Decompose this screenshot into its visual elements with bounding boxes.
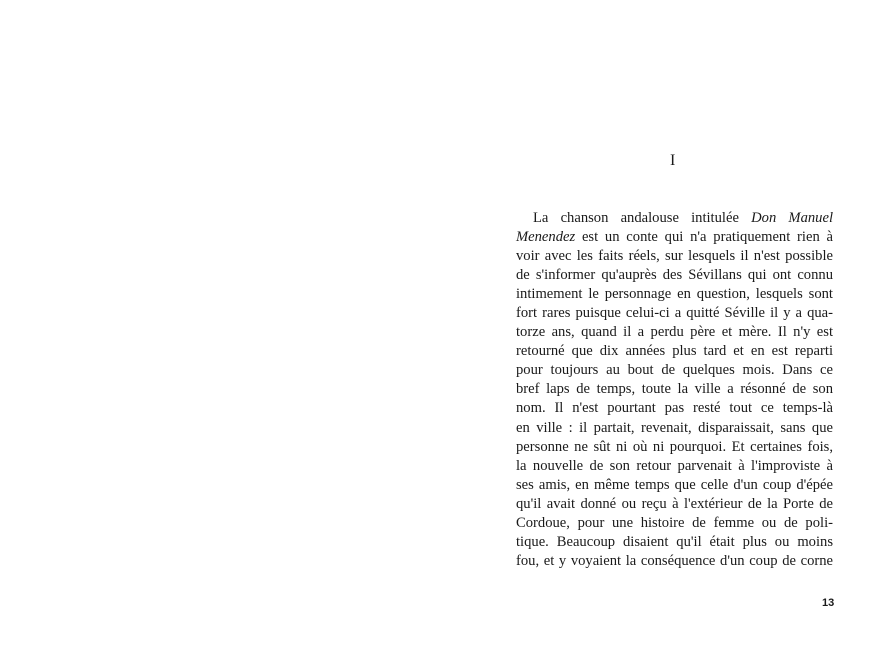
text-segment: voir avec les faits réels, sur lesquels il n'est possible — [516, 248, 833, 265]
right-page — [448, 0, 896, 651]
text-segment: en ville : il partait, revenait, disparaissait, sans que — [516, 419, 833, 436]
italic-text-segment: Menendez — [516, 229, 576, 246]
text-line — [516, 457, 833, 476]
text-segment: retourné que dix années plus tard et en est reparti — [516, 343, 833, 360]
text-line — [516, 342, 833, 361]
text-line — [516, 285, 833, 304]
text-line — [516, 266, 833, 285]
text-segment: fou, et y voyaient la conséquence d'un coup de corne — [516, 552, 833, 569]
text-segment: qu'il avait donné ou reçu à l'extérieur de la Porte de — [516, 495, 833, 512]
text-segment: la nouvelle de son retour parvenait à l'improviste à — [516, 457, 833, 474]
text-line — [516, 228, 833, 247]
text-segment: de s'informer qu'auprès des Sévillans qui ont connu — [516, 267, 833, 284]
text-segment: nom. Il n'est pourtant pas resté tout ce temps-là — [516, 400, 833, 417]
text-segment: tique. Beaucoup disaient qu'il était plus ou moins — [516, 533, 833, 550]
text-segment: intimement le personnage en question, lesquels sont — [516, 286, 833, 303]
text-line — [516, 438, 833, 457]
text-line — [516, 476, 833, 495]
text-segment: torze ans, quand il a perdu père et mère. Il n'y est — [516, 324, 833, 341]
text-line — [516, 323, 833, 342]
page-number: 13 — [822, 597, 835, 609]
text-line — [516, 399, 833, 418]
text-line — [516, 552, 833, 571]
text-segment: bref laps de temps, toute la ville a résonné de son — [516, 381, 833, 398]
text-line — [516, 533, 833, 552]
text-line — [516, 380, 833, 399]
text-line — [516, 419, 833, 438]
body-text — [516, 209, 833, 571]
text-line — [516, 304, 833, 323]
text-line — [516, 361, 833, 380]
text-segment: est un conte qui n'a pratiquement rien à — [575, 229, 833, 246]
text-segment: Cordoue, pour une histoire de femme ou de poli- — [516, 514, 833, 531]
text-segment: personne ne sût ni où ni pourquoi. Et certaines fois, — [516, 438, 833, 455]
text-segment: ses amis, en même temps que celle d'un coup d'épée — [516, 476, 833, 493]
text-line — [516, 209, 833, 228]
chapter-number: I — [670, 152, 676, 169]
text-line — [516, 495, 833, 514]
text-line — [516, 247, 833, 266]
text-segment: fort rares puisque celui-ci a quitté Séville il y a qua- — [516, 305, 833, 322]
text-segment: pour toujours au bout de quelques mois. Dans ce — [516, 362, 833, 379]
text-line — [516, 514, 833, 533]
text-segment: La chanson andalouse intitulée — [533, 210, 752, 226]
italic-text-segment: Don Manuel — [751, 210, 833, 226]
